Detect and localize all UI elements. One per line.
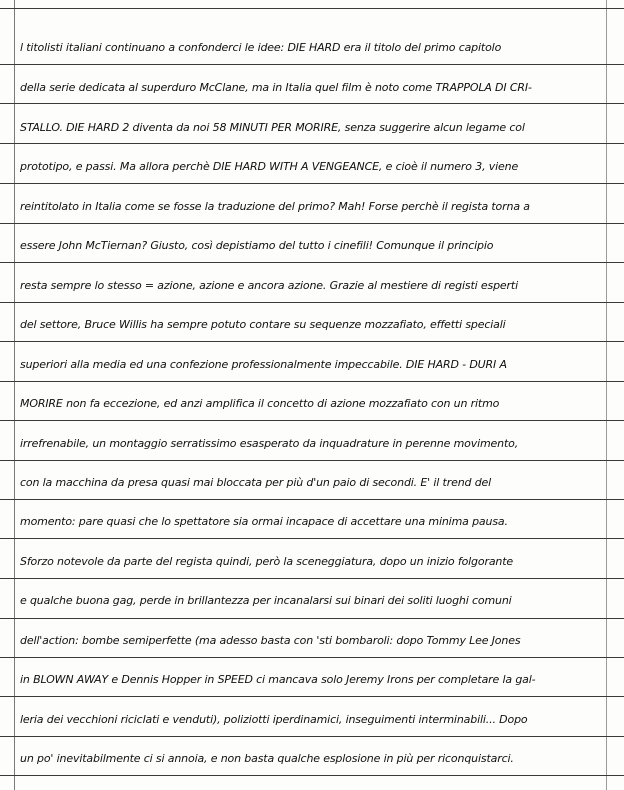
ruled-line xyxy=(0,696,624,697)
ruled-line xyxy=(0,64,624,65)
text-line-15: e qualche buona gag, perde in brillantezza per incanalarsi sui binari dei soliti luoghi comuni xyxy=(20,594,512,607)
ruled-line xyxy=(0,657,624,658)
right-page-edge xyxy=(606,0,607,790)
text-line-16: dell'action: bombe semiperfette (ma adesso basta con 'sti bombaroli: dopo Tommy Lee Jones xyxy=(20,634,521,647)
ruled-line xyxy=(0,499,624,500)
ruled-line xyxy=(0,578,624,579)
ruled-line xyxy=(0,736,624,737)
ruled-line xyxy=(0,223,624,224)
text-line-1: l titolisti italiani continuano a confonderci le idee: DIE HARD era il titolo del primo capitolo xyxy=(20,41,502,54)
left-margin-line xyxy=(14,0,15,790)
text-line-3: STALLO. DIE HARD 2 diventa da noi 58 MINUTI PER MORIRE, senza suggerire alcun legame col xyxy=(20,121,525,134)
ruled-line xyxy=(0,341,624,342)
text-line-19: un po' inevitabilmente ci si annoia, e non basta qualche esplosione in più per riconquistarci. xyxy=(20,752,514,765)
text-line-6: essere John McTiernan? Giusto, così depistiamo del tutto i cinefili! Comunque il principio xyxy=(20,239,494,252)
text-line-2: della serie dedicata al superduro McClane, ma in Italia quel film è noto come TRAPPOLA DI CRI- xyxy=(20,81,532,94)
text-line-7: resta sempre lo stesso = azione, azione e ancora azione. Grazie al mestiere di registi esperti xyxy=(20,279,518,292)
ruled-line xyxy=(0,262,624,263)
text-line-5: reintitolato in Italia come se fosse la traduzione del primo? Mah! Forse perchè il regista torna a xyxy=(20,200,530,213)
text-line-9: superiori alla media ed una confezione professionalmente impeccabile. DIE HARD - DURI A xyxy=(20,358,507,371)
text-line-11: irrefrenabile, un montaggio serratissimo esasperato da inquadrature in perenne movimento, xyxy=(20,437,519,450)
text-line-4: prototipo, e passi. Ma allora perchè DIE HARD WITH A VENGEANCE, e cioè il numero 3, viene xyxy=(20,160,519,173)
text-line-10: MORIRE non fa eccezione, ed anzi amplifica il concetto di azione mozzafiato con un ritmo xyxy=(20,397,500,410)
text-line-13: momento: pare quasi che lo spettatore sia ormai incapace di accettare una minima pausa. xyxy=(20,515,508,528)
ruled-line xyxy=(0,618,624,619)
ruled-line xyxy=(0,8,624,9)
ruled-line xyxy=(0,381,624,382)
text-line-14: Sforzo notevole da parte del regista quindi, però la sceneggiatura, dopo un inizio folgorante xyxy=(20,555,514,568)
text-line-17: in BLOWN AWAY e Dennis Hopper in SPEED ci mancava solo Jeremy Irons per completare la gal- xyxy=(20,673,536,686)
ruled-line xyxy=(0,302,624,303)
text-line-12: con la macchina da presa quasi mai bloccata per più d'un paio di secondi. E' il trend del xyxy=(20,476,492,489)
text-line-18: leria dei vecchioni riciclati e venduti), poliziotti iperdinamici, inseguimenti interminabili... Dopo xyxy=(20,713,528,726)
ruled-line xyxy=(0,460,624,461)
ruled-line xyxy=(0,183,624,184)
text-line-8: del settore, Bruce Willis ha sempre potuto contare su sequenze mozzafiato, effetti speciali xyxy=(20,318,506,331)
ruled-line xyxy=(0,103,624,104)
ruled-line xyxy=(0,538,624,539)
ruled-line xyxy=(0,420,624,421)
ruled-line xyxy=(0,775,624,776)
ruled-line xyxy=(0,143,624,144)
